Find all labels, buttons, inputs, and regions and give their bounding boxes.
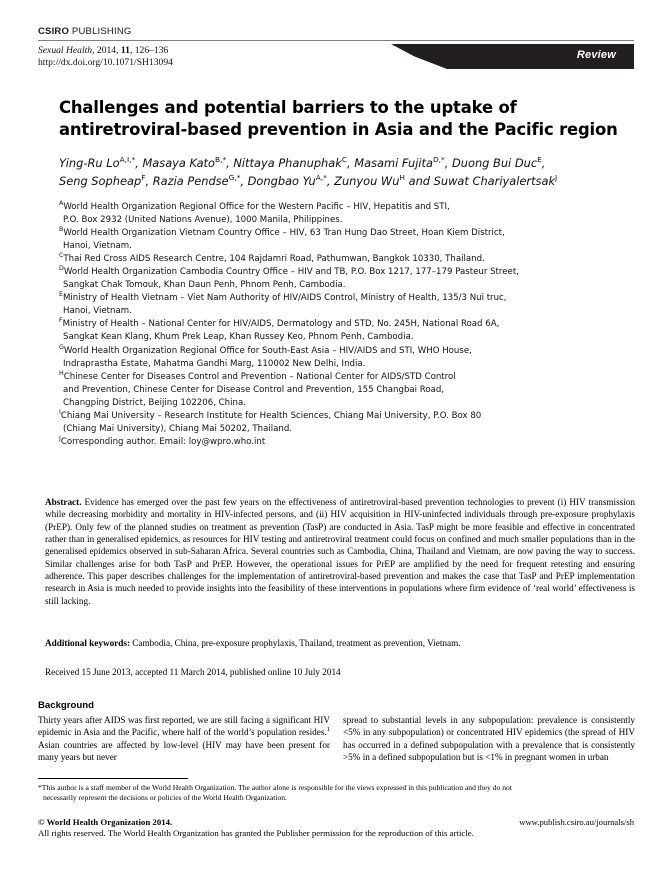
footnote-line-1: *This author is a staff member of the World Health Organization. The author alone is responsible for the views expressed in this publication and they do not [38,783,512,792]
body-column-right [343,714,635,764]
author-separator: , [347,156,355,170]
abstract-block [45,496,635,607]
section-heading-background: Background [38,700,94,711]
author-name: Dongbao Yu [247,173,316,188]
footer-rights: All rights reserved. The World Health Organization has granted the Publisher permission for the reproduction of this article. [38,828,474,838]
author-separator: , [145,173,153,188]
footer-copyright: © World Health Organization 2014. [38,817,173,827]
affiliation-item [59,292,639,318]
author-affiliation-marker: E [537,155,542,165]
author-affiliation-marker: J [555,172,558,182]
affiliation-text: World Health Organization Regional Office for the Western Pacific – HIV, Hepatitis and STI, [63,202,450,212]
affiliation-text-cont: Changping District, Beijing 102206, China. [63,397,246,408]
body-text-right: spread to substantial levels in any subpopulation: prevalence is consistently <5% in any subpopulation) or concentrated HIV epidemics (the spread of HIV has occurred in a defined subpopulation with a prevalence that is consistently >5% in a defined subpopulation but is <1% in pregnant women in urban [343,715,635,763]
banner-label: Review [576,49,616,61]
author-affiliation-marker: A,* [315,172,327,182]
journal-name: Sexual Health [38,45,93,56]
affiliation-marker: I [59,408,61,416]
affiliation-item [59,253,639,266]
affiliation-text: Thai Red Cross AIDS Research Centre, 104 Rajdamri Road, Pathumwan, Bangkok 10330, Thailand. [63,254,485,265]
affiliation-item [59,201,639,227]
publisher-name-regular: PUBLISHING [69,26,132,37]
affiliation-text: World Health Organization Cambodia Country Office – HIV and TB, P.O. Box 1217, 177–179 Pasteur Street, [63,267,519,278]
author-separator: and [404,173,434,188]
affiliation-marker: G [59,343,64,351]
author-name: Seng Sopheap [59,173,142,188]
keywords-heading: Additional keywords: [45,638,130,648]
affiliation-text: Chinese Center for Diseases Control and Prevention – National Center for AIDS/STD Control [63,371,456,382]
footnote-line-2: necessarily represent the decisions or policies of the World Health Organization. [43,793,287,803]
affiliation-text-cont: Sangkat Chak Tomouk, Khan Daun Penh, Phnom Penh, Cambodia. [63,280,346,291]
author-list [59,155,634,190]
footnote-divider [38,778,188,779]
author-affiliation-marker: H [399,172,405,182]
affiliation-marker: D [59,265,64,273]
author-name: Razia Pendse [152,173,229,188]
keywords-block [45,637,635,649]
affiliation-item [59,345,639,371]
author-line-1 [59,155,634,173]
affiliation-text: Chiang Mai University – Research Institute for Health Sciences, Chiang Mai University, P.O. Box 80 [60,410,482,421]
author-name: Masami Fujita [354,156,433,170]
affiliation-text-cont: Sangkat Kean Klang, Khum Prek Leap, Khan Russey Keo, Phnom Penh, Cambodia. [63,332,414,343]
author-affiliation-marker: F [141,172,146,182]
affiliation-text-cont: Hanoi, Vietnam. [63,241,132,252]
affiliation-text: Ministry of Health Vietnam – Viet Nam Authority of HIV/AIDS Control, Ministry of Health, 135/3 Nui truc, [62,293,507,304]
affiliation-marker: H [59,369,64,377]
publisher-logo [38,26,634,37]
author-name: Ying-Ru Lo [59,156,120,170]
reference-marker[interactable]: 1 [326,726,330,734]
author-affiliation-marker: C [341,155,348,165]
journal-pages: , 126–136 [129,45,169,56]
author-separator: , [326,173,335,188]
affiliation-marker: J [59,434,61,442]
body-text-left-cont: Asian countries are affected by low-level (HIV may have been present for many years but never [38,739,330,763]
journal-year: , 2014, [92,45,121,56]
author-name: Suwat Chariyalertsak [433,173,556,188]
affiliation-text: Corresponding author. Email: loy@wpro.who.int [60,436,266,447]
keywords-body: Cambodia, China, pre-exposure prophylaxis, Thailand, treatment as prevention, Vietnam. [130,638,461,648]
affiliation-text-cont: and Prevention, Chinese Center for Disease Control and Prevention, 155 Changbai Road, [63,384,445,395]
author-line-2 [59,173,634,191]
author-affiliation-marker: D,* [432,155,445,165]
affiliation-marker: C [59,252,64,260]
doi-link[interactable]: http://dx.doi.org/10.1071/SH13094 [38,57,173,68]
author-affiliation-marker: B,* [215,155,227,165]
publisher-name-bold: CSIRO [38,26,70,37]
affiliation-text-cont: Indraprastha Estate, Mahatma Gandhi Marg, 110002 New Delhi, India. [63,358,366,369]
affiliation-text: Ministry of Health – National Center for HIV/AIDS, Dermatology and STD, No. 245H, National Road 6A, [62,319,500,330]
author-name: Masaya Kato [142,156,215,170]
affiliation-marker: B [59,226,64,234]
author-affiliation-marker: A,I,* [119,155,136,165]
author-name: Duong Bui Duc [451,156,538,170]
masthead-divider [38,40,634,41]
affiliation-item [59,410,639,436]
affiliation-text: World Health Organization Vietnam Country Office – HIV, 63 Tran Hung Dao Street, Hoan Kiem District, [63,228,505,239]
author-affiliation-marker: G,* [228,172,241,182]
body-column-left [38,714,330,764]
affiliation-marker: E [59,291,63,299]
affiliation-text: World Health Organization Regional Office for South-East Asia – HIV/AIDS and STI, WHO House, [63,345,472,356]
author-separator: , [240,173,248,188]
author-separator: , [135,156,143,170]
author-separator: , [444,156,452,170]
affiliation-item [59,436,639,449]
affiliation-marker: A [59,200,64,208]
author-separator: , [226,156,234,170]
abstract-heading: Abstract. [45,497,82,507]
author-name: Zunyou Wu [334,173,400,188]
affiliation-item [59,266,639,292]
body-text-left: Thirty years after AIDS was first reported, we are still facing a significant HIV epidemic in Asia and the Pacific, where half of the world’s population resides. [38,715,330,738]
affiliation-text-cont: (Chiang Mai University), Chiang Mai 50202, Thailand. [63,423,293,434]
author-name: Nittaya Phanuphak [233,156,342,170]
affiliation-item [59,227,639,253]
author-separator: , [541,156,546,170]
journal-volume: 11 [120,45,130,56]
affiliation-text-cont: P.O. Box 2932 (United Nations Avenue), 1000 Manila, Philippines. [63,215,343,226]
publication-dates: Received 15 June 2013, accepted 11 March 2014, published online 10 July 2014 [45,667,341,677]
affiliation-marker: F [59,317,63,325]
article-type-banner [391,44,634,69]
footer-url[interactable]: www.publish.csiro.au/journals/sh [519,817,634,827]
page-title: Challenges and potential barriers to the uptake of antiretroviral-based prevention in Asia and the Pacific region [59,97,618,139]
affiliation-item [59,318,639,344]
footnote-block [38,783,635,804]
abstract-body: Evidence has emerged over the past few years on the effectiveness of antiretroviral-based prevention technologies to prevent (i) HIV transmission while decreasing morbidity and mortality in HIV-infected persons, and (ii) HIV acquisition in HIV-uninfected individuals through pre-exposure prophylaxis (PrEP). Only few of the planned studies on treatment as prevention (TasP) are conducted in Asia. TasP might be more feasible and effective in concentrated rather than in generalised epidemics, as resources for HIV testing and antiretroviral treatment could focus on confined and much smaller populations than in the generalised epidemics observed in sub-Saharan Africa. Several countries such as Cambodia, China, Thailand and Vietnam, are now paving the way to success. Similar challenges arise for both TasP and PrEP. However, the operational issues for PrEP are amplified by the need for frequent retesting and ensuring adherence. This paper describes challenges for the implementation of antiretroviral-based prevention and makes the case that TasP and PrEP implementation research in Asia is much needed to provide insights into the feasibility of these interventions in populations where firm evidence of ‘real world’ effectiveness is still lacking. [45,497,635,606]
affiliation-item [59,371,639,410]
affiliation-text-cont: Hanoi, Vietnam. [63,306,132,317]
affiliation-list [59,201,639,449]
